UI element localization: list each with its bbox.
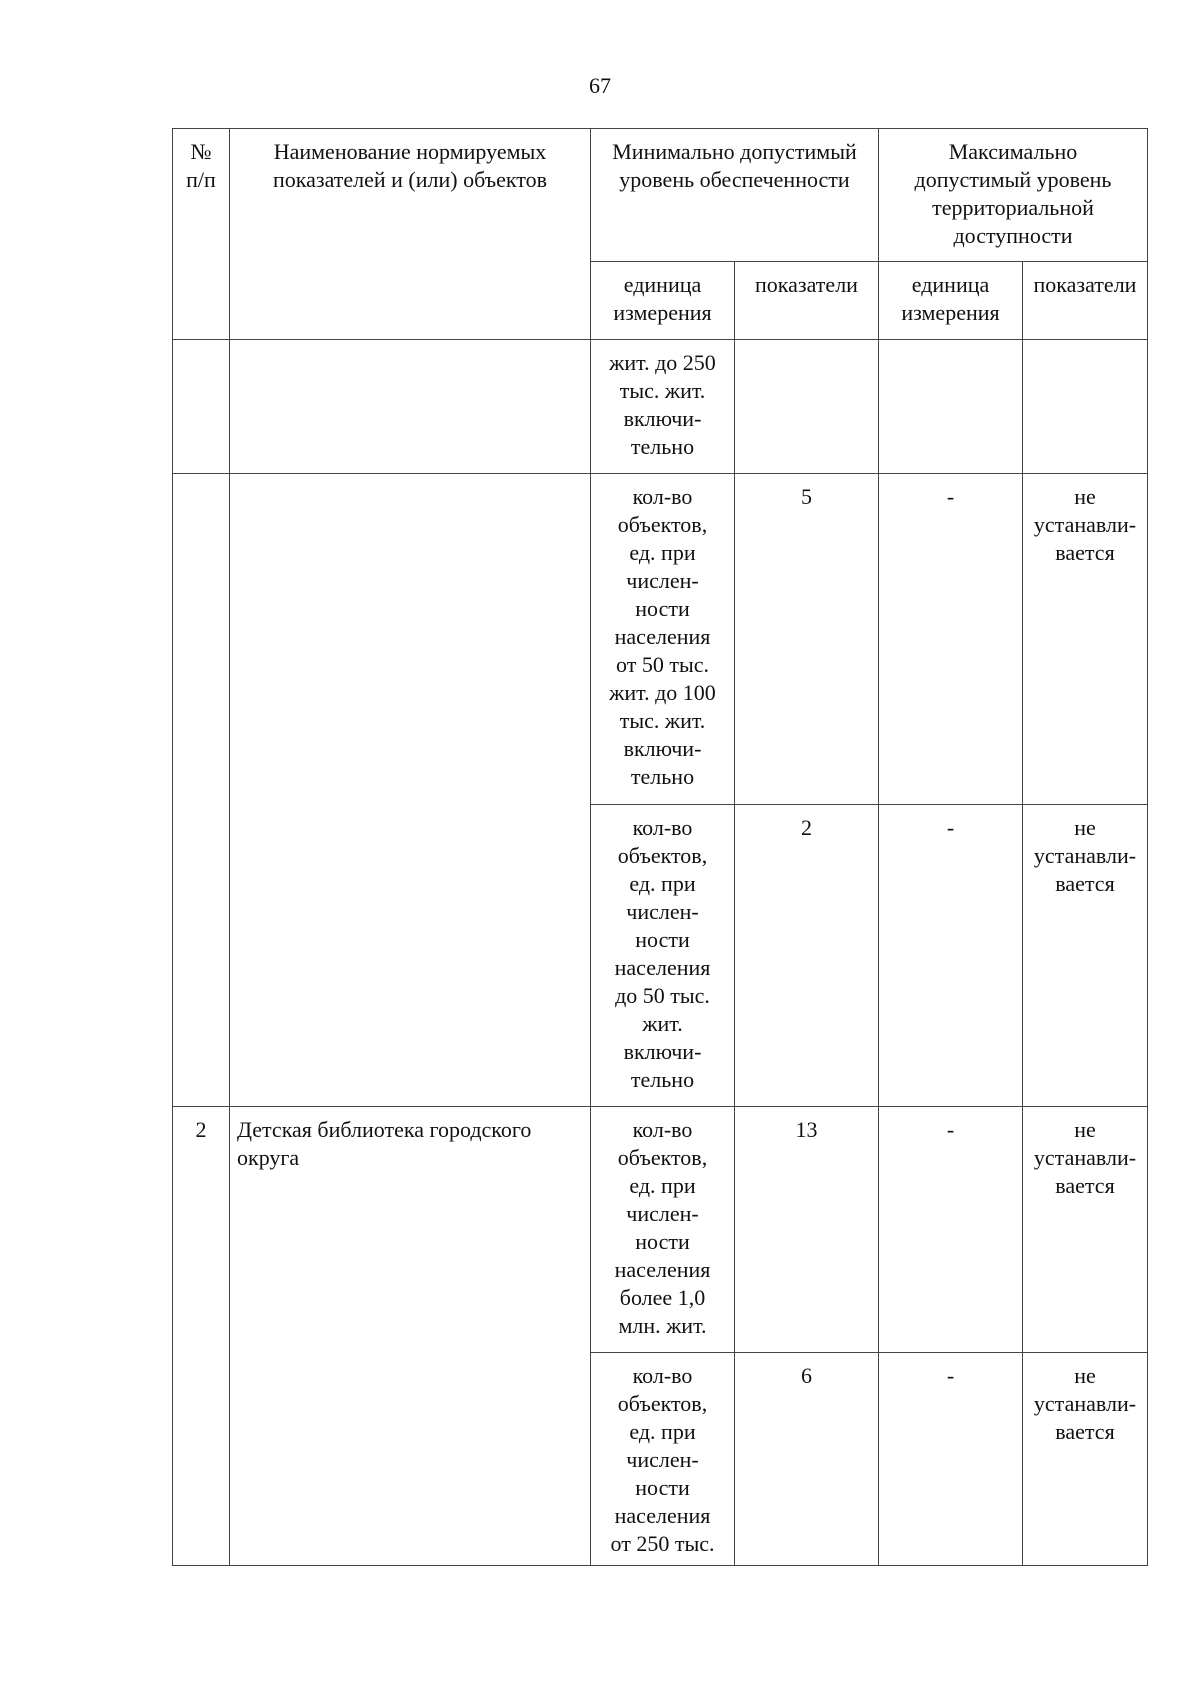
cell-line: ед. при	[629, 1419, 696, 1444]
cell-line: ности	[635, 1475, 690, 1500]
cell-line: млн. жит.	[618, 1313, 707, 1338]
row-num	[173, 474, 230, 1107]
row-name	[230, 340, 591, 474]
cell-line: жит. до 100	[609, 680, 716, 705]
cell-line: измерения	[901, 300, 1000, 325]
header-min-unit	[591, 262, 735, 340]
cell-line: ности	[635, 596, 690, 621]
row-unit	[591, 474, 735, 805]
cell-line: включи-	[623, 406, 702, 431]
cell-line: вается	[1055, 1173, 1115, 1198]
cell-line: не	[1074, 1117, 1096, 1142]
cell-line: показатели	[1033, 272, 1137, 297]
norms-table	[172, 128, 1148, 1566]
cell-line: устанавли-	[1033, 1145, 1137, 1170]
row-unit	[591, 805, 735, 1107]
cell-line: допустимый уровень	[914, 167, 1112, 192]
cell-line: кол-во	[632, 1117, 693, 1142]
page-number: 67	[589, 73, 611, 98]
row-num: 2	[173, 1107, 230, 1566]
cell-line: Детская библиотека городского	[237, 1117, 532, 1142]
header-row-1	[173, 129, 1148, 262]
header-max-unit	[879, 262, 1023, 340]
cell-line: от 250 тыс.	[610, 1531, 715, 1556]
cell-line: кол-во	[632, 484, 693, 509]
cell-line: измерения	[613, 300, 712, 325]
cell-line: показатели	[755, 272, 858, 297]
table-row	[173, 1107, 1148, 1353]
cell-line: тыс. жит.	[619, 708, 706, 733]
cell-line: числен-	[626, 899, 699, 924]
row-value: 6	[735, 1353, 879, 1566]
cell-line: включи-	[623, 1039, 702, 1064]
row-value: 5	[735, 474, 879, 805]
cell-line: числен-	[626, 1201, 699, 1226]
cell-line: до 50 тыс.	[615, 983, 710, 1008]
cell-line: тельно	[630, 1067, 695, 1092]
cell-line: вается	[1055, 871, 1115, 896]
row-value	[735, 340, 879, 474]
cell-line: жит. до 250	[609, 350, 716, 375]
cell-line: более 1,0	[619, 1285, 706, 1310]
header-max-value	[1023, 262, 1148, 340]
cell-line: от 50 тыс.	[616, 652, 709, 677]
cell-line: доступности	[953, 223, 1073, 248]
header-name	[230, 129, 591, 340]
row-unit	[591, 1107, 735, 1353]
cell-line: единица	[911, 272, 990, 297]
header-max-level	[879, 129, 1148, 262]
cell-line: не	[1074, 1363, 1096, 1388]
cell-line: ед. при	[629, 540, 696, 565]
cell-line: п/п	[186, 167, 216, 192]
row-max-value	[1023, 805, 1148, 1107]
row-name	[230, 1107, 591, 1566]
cell-line: устанавли-	[1033, 512, 1137, 537]
cell-line: вается	[1055, 540, 1115, 565]
cell-line: объектов,	[617, 1391, 708, 1416]
cell-line: не	[1074, 484, 1096, 509]
row-max-value	[1023, 474, 1148, 805]
cell-line: населения	[614, 1503, 711, 1528]
cell-line: кол-во	[632, 1363, 693, 1388]
row-num	[173, 340, 230, 474]
row-max-value	[1023, 1353, 1148, 1566]
cell-line: уровень обеспеченности	[619, 167, 850, 192]
cell-line: №	[190, 139, 212, 164]
header-min-value	[735, 262, 879, 340]
cell-line: объектов,	[617, 1145, 708, 1170]
cell-line: территориальной	[932, 195, 1094, 220]
cell-line: тельно	[630, 764, 695, 789]
cell-line: числен-	[626, 1447, 699, 1472]
cell-line: устанавли-	[1033, 843, 1137, 868]
cell-line: ности	[635, 1229, 690, 1254]
cell-line: округа	[237, 1145, 300, 1170]
cell-line: Наименование нормируемых	[273, 139, 547, 164]
cell-line: ности	[635, 927, 690, 952]
row-value: 2	[735, 805, 879, 1107]
cell-line: населения	[614, 955, 711, 980]
row-max-unit: -	[879, 1353, 1023, 1566]
cell-line: числен-	[626, 568, 699, 593]
cell-line: населения	[614, 1257, 711, 1282]
table-row	[173, 340, 1148, 474]
cell-line: показателей и (или) объектов	[272, 167, 548, 192]
row-max-unit	[879, 340, 1023, 474]
row-name	[230, 474, 591, 1107]
cell-line: объектов,	[617, 512, 708, 537]
row-unit	[591, 1353, 735, 1566]
row-max-unit: -	[879, 1107, 1023, 1353]
cell-line: тельно	[630, 434, 695, 459]
cell-line: Максимально	[948, 139, 1078, 164]
row-max-unit: -	[879, 805, 1023, 1107]
cell-line: кол-во	[632, 815, 693, 840]
cell-line: жит.	[642, 1011, 683, 1036]
cell-line: объектов,	[617, 843, 708, 868]
row-unit	[591, 340, 735, 474]
row-max-value	[1023, 340, 1148, 474]
cell-line: включи-	[623, 736, 702, 761]
header-num	[173, 129, 230, 340]
header-min-level	[591, 129, 879, 262]
cell-line: вается	[1055, 1419, 1115, 1444]
row-value: 13	[735, 1107, 879, 1353]
row-max-unit: -	[879, 474, 1023, 805]
cell-line: населения	[614, 624, 711, 649]
cell-line: не	[1074, 815, 1096, 840]
row-max-value	[1023, 1107, 1148, 1353]
table-row	[173, 474, 1148, 805]
cell-line: Минимально допустимый	[612, 139, 857, 164]
cell-line: ед. при	[629, 1173, 696, 1198]
cell-line: устанавли-	[1033, 1391, 1137, 1416]
cell-line: тыс. жит.	[619, 378, 706, 403]
cell-line: единица	[623, 272, 702, 297]
cell-line: ед. при	[629, 871, 696, 896]
